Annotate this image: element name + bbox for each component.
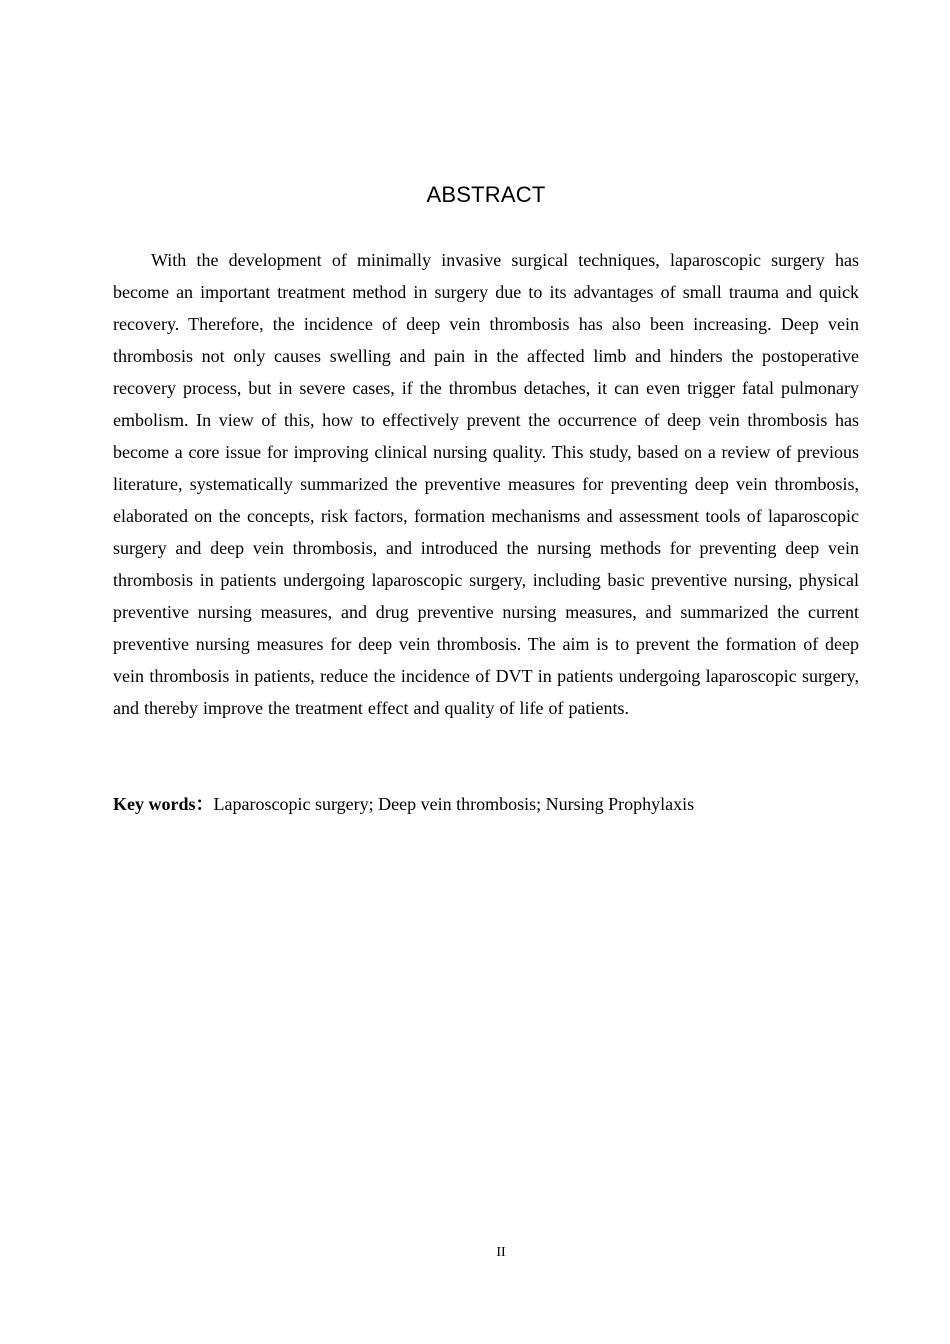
keywords-label: Key words：	[113, 794, 214, 814]
keywords-line	[113, 788, 859, 820]
keywords-value: Laparoscopic surgery; Deep vein thrombosis; Nursing Prophylaxis	[213, 794, 695, 814]
abstract-title: ABSTRACT	[426, 182, 546, 207]
abstract-body: With the development of minimally invasive surgical techniques, laparoscopic surgery has become an important treatment method in surgery due to its advantages of small trauma and quick recovery. Therefore, the incidence of deep vein thrombosis has also been increasing. Deep vein thrombosis not only causes swelling and pain in the affected limb and hinders the postoperative recovery process, but in severe cases, if the thrombus detaches, it can even trigger fatal pulmonary embolism. In view of this, how to effectively prevent the occurrence of deep vein thrombosis has become a core issue for improving clinical nursing quality. This study, based on a review of previous literature, systematically summarized the preventive measures for preventing deep vein thrombosis, elaborated on the concepts, risk factors, formation mechanisms and assessment tools of laparoscopic surgery and deep vein thrombosis, and introduced the nursing methods for preventing deep vein thrombosis in patients undergoing laparoscopic surgery, including basic preventive nursing, physical preventive nursing measures, and drug preventive nursing measures, and summarized the current preventive nursing measures for deep vein thrombosis. The aim is to prevent the formation of deep vein thrombosis in patients, reduce the incidence of DVT in patients undergoing laparoscopic surgery, and thereby improve the treatment effect and quality of life of patients.	[113, 250, 859, 718]
page-number: II	[496, 1245, 506, 1260]
